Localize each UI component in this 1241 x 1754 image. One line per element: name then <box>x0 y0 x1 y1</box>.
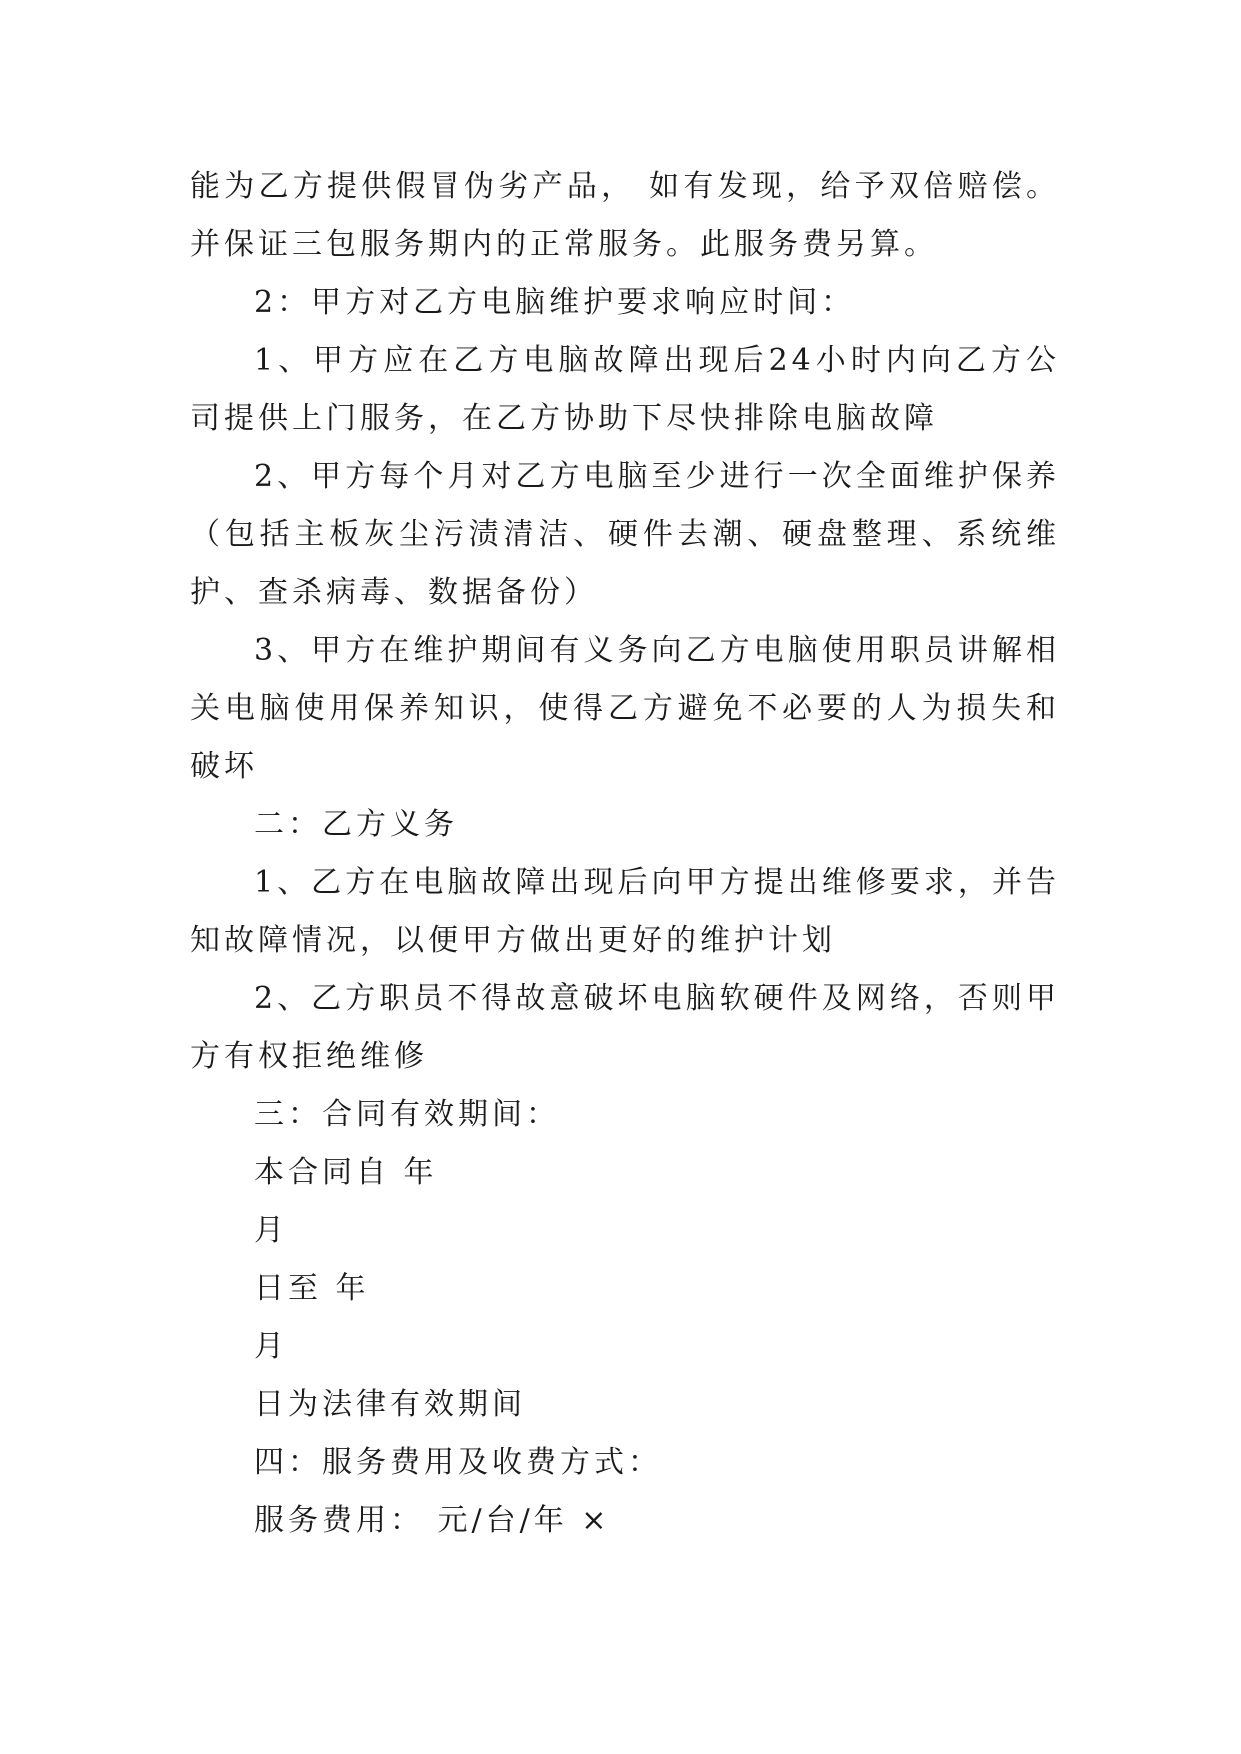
validity-line-end-year: 日至 年 <box>254 1271 370 1306</box>
validity-line-start-month: 月 <box>254 1213 288 1248</box>
paragraph-no-damage: 2、乙方职员不得故意破坏电脑软硬件及网络，否则甲方有权拒绝维修 <box>190 981 1060 1074</box>
paragraph-repair-request: 1、乙方在电脑故障出现后向甲方提出维修要求，并告知故障情况，以便甲方做出更好的维护计划 <box>190 865 1060 958</box>
paragraph-continuation: 能为乙方提供假冒伪劣产品， 如有发现，给予双倍赔偿。并保证三包服务期内的正常服务。此服务费另算。 <box>190 169 1060 262</box>
paragraph-training-duty: 3、甲方在维护期间有义务向乙方电脑使用职员讲解相关电脑使用保养知识，使得乙方避免不必要的人为损失和破坏 <box>190 633 1060 784</box>
document-body <box>190 158 1060 1550</box>
paragraph-onsite-service: 1、甲方应在乙方电脑故障出现后24小时内向乙方公司提供上门服务，在乙方协助下尽快排除电脑故障 <box>190 343 1060 436</box>
validity-line-start-year: 本合同自 年 <box>254 1155 438 1190</box>
validity-line-end-month: 月 <box>254 1329 288 1364</box>
paragraph-monthly-maintenance: 2、甲方每个月对乙方电脑至少进行一次全面维护保养（包括主板灰尘污渍清洁、硬件去潮、硬盘整理、系统维护、查杀病毒、数据备份） <box>190 459 1060 610</box>
section-heading-party-b-duties: 二：乙方义务 <box>254 807 458 842</box>
section-heading-service-fees: 四：服务费用及收费方式： <box>254 1445 662 1480</box>
section-heading-validity-period: 三：合同有效期间： <box>254 1097 560 1132</box>
validity-line-end-day: 日为法律有效期间 <box>254 1387 526 1422</box>
service-fee-line: 服务费用： 元/台/年 × <box>254 1503 611 1538</box>
paragraph-response-time-heading: 2：甲方对乙方电脑维护要求响应时间： <box>254 285 856 320</box>
